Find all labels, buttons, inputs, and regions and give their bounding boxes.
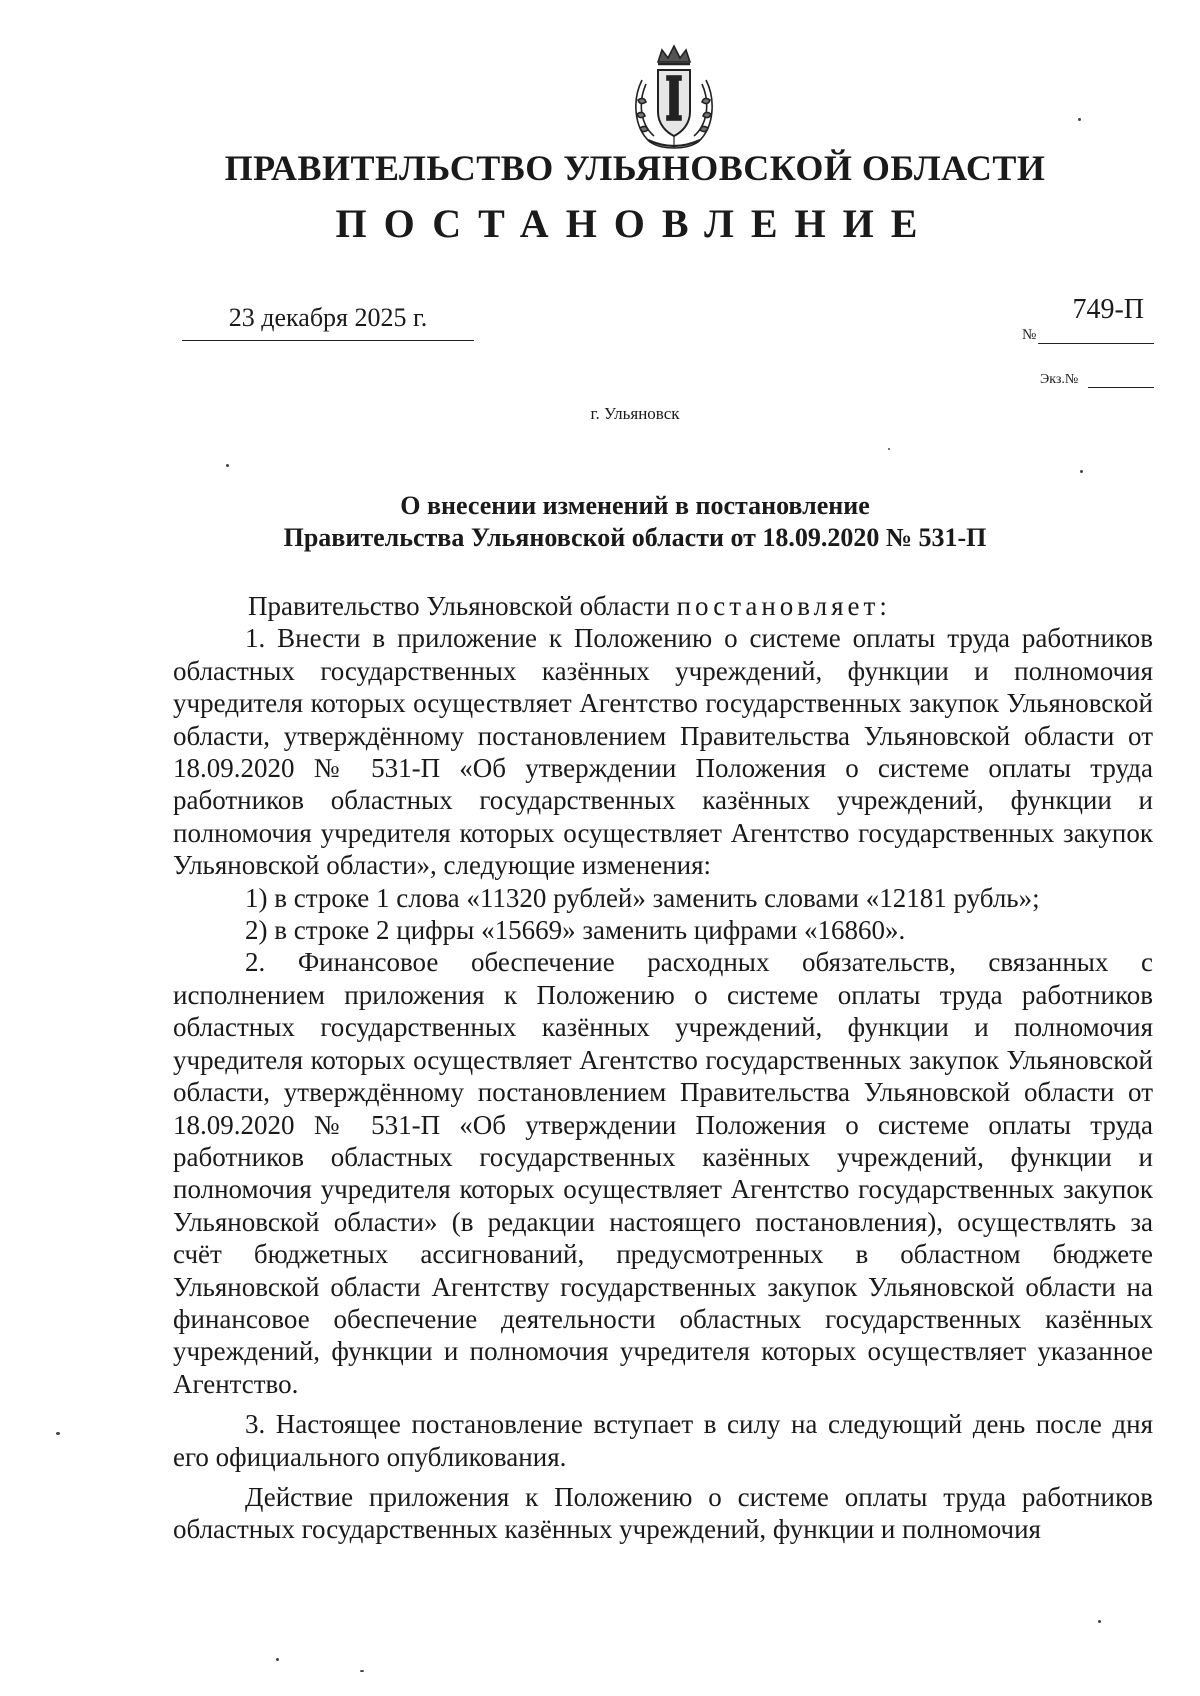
copy-number-label: Экз.№ bbox=[1040, 372, 1079, 387]
ulyanovsk-coat-of-arms-icon bbox=[628, 40, 720, 152]
city-name: г. Ульяновск bbox=[590, 404, 680, 423]
intro-text: Правительство Ульяновской области bbox=[248, 591, 677, 621]
paragraph-3: 3. Настоящее постановление вступает в силу на следующий день после дня его официального опубликования. bbox=[173, 1409, 1153, 1472]
intro-colon: : bbox=[879, 591, 887, 621]
document-body bbox=[173, 590, 1153, 1546]
paragraph-1-item-2: 2) в строке 2 цифры «15669» заменить цифрами «16860». bbox=[245, 915, 906, 946]
paragraph-1: 1. Внести в приложение к Положению о системе оплаты труда работников областных государственных казённых учреждений, функции и полномочия учредителя которых осуществляет Агентство государственных закупок Ульяновской области, утверждённому постановлением Правительства Ульяновской области от 18.09.2020 № 531-П «Об утверждении Положения о системе оплаты труда работников областных государственных казённых учреждений, функции и полномочия учредителя которых осуществляет Агентство государственных закупок Ульяновской области», следующие изменения: bbox=[173, 623, 1153, 881]
document-type-title: ПОСТАНОВЛЕНИЕ bbox=[335, 201, 935, 246]
paragraph-1-item-1: 1) в строке 1 слова «11320 рублей» заменить словами «12181 рубль»; bbox=[245, 882, 1040, 913]
number-underline bbox=[1038, 343, 1154, 344]
document-subject bbox=[0, 490, 1200, 554]
number-sign: № bbox=[1022, 327, 1037, 343]
subject-line-2: Правительства Ульяновской области от 18.09.2020 № 531-П bbox=[283, 523, 987, 552]
paragraph-4: Действие приложения к Положению о системе оплаты труда работников областных государственных казённых учреждений, функции и полномочия bbox=[173, 1481, 1153, 1545]
subject-line-1: О внесении изменений в постановление bbox=[400, 491, 870, 520]
document-number-block bbox=[1022, 294, 1154, 348]
intro-spaced-verb: постановляет bbox=[676, 591, 880, 621]
intro-paragraph bbox=[173, 590, 1153, 622]
document-number: 749-П bbox=[1072, 294, 1144, 325]
organization-name: ПРАВИТЕЛЬСТВО УЛЬЯНОВСКОЙ ОБЛАСТИ bbox=[224, 148, 1046, 188]
copy-number-underline bbox=[1088, 387, 1154, 388]
copy-number-block bbox=[1040, 370, 1154, 390]
paragraph-2: 2. Финансовое обеспечение расходных обязательств, связанных с исполнением приложения к Положению о системе оплаты труда работников областных государственных казённых учреждений, функции и полномочия учредителя которых осуществляет Агентство государственных закупок Ульяновской области, утверждённому постановлением Правительства Ульяновской области от 18.09.2020 № 531-П «Об утверждении Положения о системе оплаты труда работников областных государственных казённых учреждений, функции и полномочия учредителя которых осуществляет Агентство государственных закупок Ульяновской области» (в редакции настоящего постановления), осуществлять за счёт бюджетных ассигнований, предусмотренных в областном бюджете Ульяновской области Агентству государственных закупок Ульяновской области на финансовое обеспечение деятельности областных государственных казённых учреждений, функции и полномочия учредителя которых осуществляет указанное Агентство. bbox=[173, 947, 1153, 1399]
document-date: 23 декабря 2025 г. bbox=[182, 298, 474, 341]
